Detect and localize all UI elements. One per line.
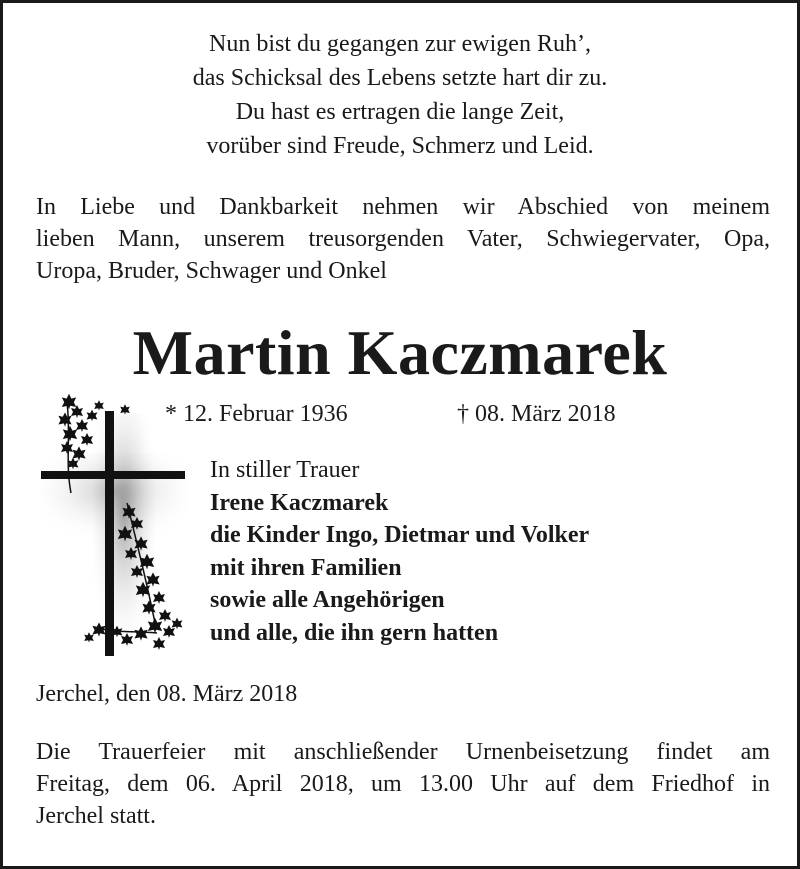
funeral-line: Jerchel statt.	[36, 803, 156, 829]
funeral-details	[36, 736, 770, 832]
mourners-heading: In stiller Trauer	[210, 457, 360, 483]
memorial-poem	[3, 27, 797, 163]
funeral-line: Freitag, dem 06. April 2018, um 13.00 Uhr auf dem Friedhof in	[36, 771, 770, 797]
farewell-intro	[36, 191, 770, 287]
death-date: † 08. März 2018	[457, 401, 616, 427]
mourner-line: mit ihren Familien	[210, 554, 402, 581]
mourners-block	[210, 454, 730, 649]
cross-with-ivy-icon	[37, 393, 193, 661]
mourner-line: sowie alle Angehörigen	[210, 587, 445, 613]
birth-date: * 12. Februar 1936	[165, 401, 348, 427]
intro-line: Uropa, Bruder, Schwager und Onkel	[36, 258, 387, 284]
poem-line: vorüber sind Freude, Schmerz und Leid.	[206, 133, 594, 159]
mourner-line: Irene Kaczmarek	[210, 489, 389, 516]
mourner-line: und alle, die ihn gern hatten	[210, 619, 499, 646]
deceased-name: Martin Kaczmarek	[132, 317, 668, 388]
place-and-date: Jerchel, den 08. März 2018	[36, 681, 298, 707]
mourner-line: die Kinder Ingo, Dietmar und Volker	[210, 522, 590, 548]
intro-line: lieben Mann, unserem treusorgenden Vater, Schwiegervater, Opa,	[36, 226, 770, 252]
intro-line: In Liebe und Dankbarkeit nehmen wir Abschied von meinem	[36, 194, 770, 220]
funeral-line: Die Trauerfeier mit anschließender Urnenbeisetzung findet am	[36, 739, 770, 765]
poem-line: Nun bist du gegangen zur ewigen Ruh’,	[209, 31, 591, 57]
poem-line: Du hast es ertragen die lange Zeit,	[235, 99, 565, 125]
poem-line: das Schicksal des Lebens setzte hart dir zu.	[192, 65, 608, 91]
